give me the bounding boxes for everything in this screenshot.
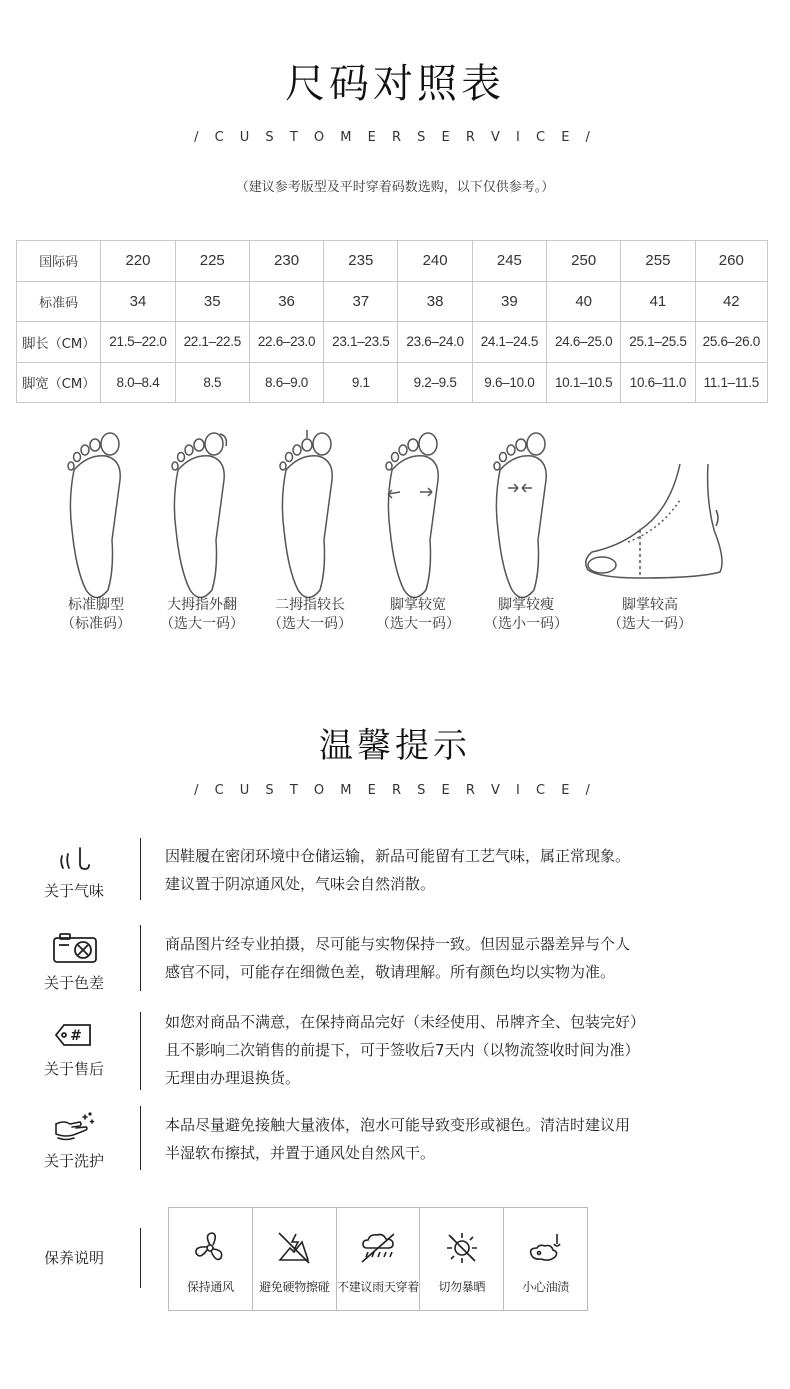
size-table [16,240,768,403]
size-cell: 9.2–9.5 [398,362,472,403]
size-cell: 220 [101,241,175,282]
no-hard-object-icon [276,1230,312,1266]
tip-divider [140,1228,141,1288]
size-row [17,281,768,322]
care-item-no-hard [253,1208,337,1310]
foot-illustration [380,430,450,605]
foot-illustration [62,430,132,605]
size-cell: 9.1 [324,362,398,403]
size-row-header: 脚长（CM） [17,322,101,363]
foot-type-advice: （选小一码） [484,616,568,632]
care-label-no-rain: 不建议雨天穿着 [337,1280,419,1294]
size-cell: 260 [695,241,767,282]
size-cell: 255 [621,241,695,282]
foot-type-label [36,596,156,634]
tip-text-wash: 本品尽量避免接触大量液体，泡水可能导致变形或褪色。清洁时建议用 半湿软布擦拭，并置于通风处自然风干。 [165,1116,631,1162]
foot-type-label [466,596,586,634]
tip-label-aftersale: 关于售后 [43,1060,104,1078]
size-cell: 240 [398,241,472,282]
wash-icon [52,1112,98,1146]
care-label-oil: 小心油渍 [522,1280,569,1294]
care-item-ventilate [169,1208,253,1310]
smell-icon [58,846,92,876]
foot-type-label [142,596,262,634]
size-row [17,241,768,282]
care-item-no-rain [337,1208,421,1310]
foot-type-label [250,596,370,634]
foot-type-name: 脚掌较宽 [390,597,446,613]
size-cell: 235 [324,241,398,282]
size-cell: 10.6–11.0 [621,362,695,403]
foot-illustration [166,430,236,605]
foot-type-advice: （标准码） [61,616,131,632]
size-cell: 22.1–22.5 [175,322,249,363]
size-row [17,322,768,363]
foot-type-label [358,596,478,634]
care-label-no-hard: 避免硬物擦碰 [259,1280,330,1294]
tips-title: 温馨提示 [319,726,471,766]
size-cell: 8.6–9.0 [249,362,323,403]
size-cell: 225 [175,241,249,282]
no-rain-icon [359,1230,397,1266]
size-cell: 245 [472,241,546,282]
size-cell: 42 [695,281,767,322]
foot-type-advice: （选大一码） [376,616,460,632]
size-cell: 24.6–25.0 [547,322,621,363]
size-cell: 21.5–22.0 [101,322,175,363]
size-chart-title: 尺码对照表 [285,61,505,107]
size-cell: 34 [101,281,175,322]
size-cell: 8.5 [175,362,249,403]
foot-type-name: 脚掌较瘦 [498,597,554,613]
size-cell: 35 [175,281,249,322]
size-cell: 36 [249,281,323,322]
ticket-icon [54,1023,94,1051]
oil-stain-icon [527,1230,565,1266]
care-label: 保养说明 [43,1249,104,1267]
care-item-no-sun [420,1208,504,1310]
foot-type-name: 大拇指外翻 [167,597,237,613]
size-cell: 38 [398,281,472,322]
foot-illustration [488,430,558,605]
care-panel [168,1207,588,1311]
size-cell: 10.1–10.5 [547,362,621,403]
size-row-header: 国际码 [17,241,101,282]
tip-divider [140,838,141,900]
tip-text-color: 商品图片经专业拍摄，尽可能与实物保持一致。但因显示器差异与个人 感官不同，可能存在细微色差，敬请理解。所有颜色均以实物为准。 [165,935,631,981]
size-cell: 250 [547,241,621,282]
foot-type-name: 脚掌较高 [622,597,678,613]
care-label-ventilate: 保持通风 [186,1280,234,1294]
size-cell: 25.1–25.5 [621,322,695,363]
foot-type-advice: （选大一码） [608,616,692,632]
size-row-header: 标准码 [17,281,101,322]
size-cell: 22.6–23.0 [249,322,323,363]
tip-label-smell: 关于气味 [43,882,104,900]
size-cell: 25.6–26.0 [695,322,767,363]
size-cell: 39 [472,281,546,322]
tip-label-wash: 关于洗护 [43,1152,104,1170]
care-label-no-sun: 切勿暴晒 [438,1280,486,1294]
size-cell: 24.1–24.5 [472,322,546,363]
no-sun-icon [444,1230,480,1266]
care-item-oil [504,1208,587,1310]
tip-label-color: 关于色差 [43,974,104,992]
tip-text-smell: 因鞋履在密闭环境中仓储运输，新品可能留有工艺气味，属正常现象。 建议置于阴凉通风处，气味会自然消散。 [165,847,631,893]
tip-divider [140,925,141,991]
size-cell: 23.6–24.0 [398,322,472,363]
size-cell: 23.1–23.5 [324,322,398,363]
size-row [17,362,768,403]
foot-type-label [590,596,710,634]
foot-side-illustration [580,460,740,590]
tip-divider [140,1106,141,1170]
foot-type-name: 标准脚型 [68,597,124,613]
fan-icon [192,1230,228,1266]
foot-type-name: 二拇指较长 [275,597,345,613]
size-cell: 41 [621,281,695,322]
camera-icon [52,932,98,968]
size-cell: 8.0–8.4 [101,362,175,403]
size-cell: 230 [249,241,323,282]
tips-subtitle: / C U S T O M E R S E R V I C E / [194,783,596,798]
size-cell: 9.6–10.0 [472,362,546,403]
foot-illustration [274,430,344,605]
size-chart-subtitle: / C U S T O M E R S E R V I C E / [194,130,596,145]
svg-text:#: # [70,1028,82,1044]
foot-type-advice: （选大一码） [268,616,352,632]
size-cell: 11.1–11.5 [695,362,767,403]
size-row-header: 脚宽（CM） [17,362,101,403]
size-chart-note: （建议参考版型及平时穿着码数选购，以下仅供参考。） [235,180,555,195]
size-cell: 40 [547,281,621,322]
foot-type-advice: （选大一码） [160,616,244,632]
tip-divider [140,1012,141,1090]
tip-text-aftersale: 如您对商品不满意，在保持商品完好（未经使用、吊牌齐全、包装完好） 且不影响二次销售的前提下，可于签收后7天内（以物流签收时间为准） 无理由办理退换货。 [165,1013,646,1087]
size-cell: 37 [324,281,398,322]
